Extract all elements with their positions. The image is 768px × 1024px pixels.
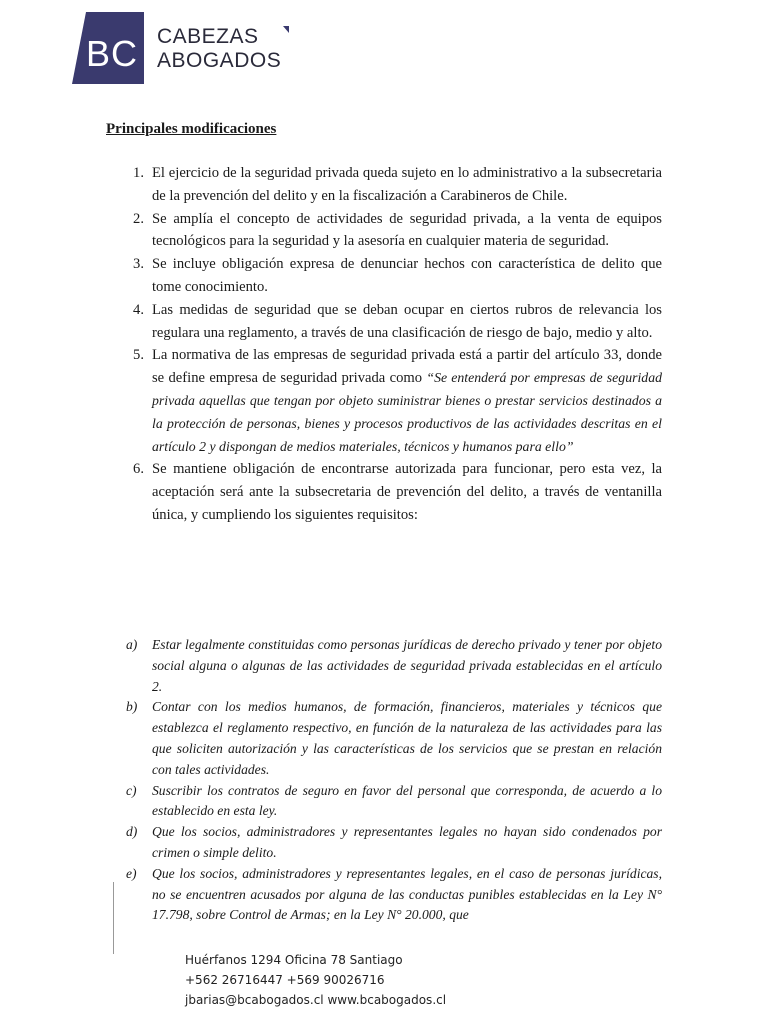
item-text: El ejercicio de la seguridad privada queda sujeto en lo administrativo a la subsecretaria de la prevención del delito y en la fiscalización a Carabineros de Chile. bbox=[152, 165, 662, 204]
requirement-letter: e) bbox=[126, 865, 137, 881]
requirement-letter: c) bbox=[126, 782, 137, 798]
requirement-text: Que los socios, administradores y representantes legales no hayan sido condenados por crimen o simple delito. bbox=[152, 824, 662, 860]
item-number: 6. bbox=[133, 461, 144, 478]
list-item bbox=[106, 344, 662, 458]
item-number: 1. bbox=[133, 165, 144, 181]
item-text: Las medidas de seguridad que se deban ocupar en ciertos rubros de relevancia los regulara una reglamento, a través de una clasificación de riesgo de bajo, medio y alto. bbox=[152, 301, 662, 341]
list-item bbox=[106, 208, 662, 254]
requirement-letter: a) bbox=[126, 637, 138, 652]
item-number: 4. bbox=[133, 301, 144, 318]
modifications-list bbox=[106, 162, 662, 527]
company-logo bbox=[72, 12, 302, 86]
footer-phones: +562 26716447 +569 90026716 bbox=[185, 973, 385, 987]
item-text-wrapper bbox=[152, 344, 662, 458]
section-heading: Principales modificaciones bbox=[106, 121, 277, 137]
item-text: Se amplía el concepto de actividades de seguridad privada, a la venta de equipos tecnológicos para la seguridad y la asesoría en cualquier materia de seguridad. bbox=[152, 210, 662, 250]
page-footer bbox=[185, 950, 446, 1010]
requirement-item bbox=[126, 635, 662, 697]
logo-name: CABEZAS ABOGADOS bbox=[157, 25, 282, 72]
list-item bbox=[106, 458, 662, 526]
list-item bbox=[106, 299, 662, 345]
requirement-letter: b) bbox=[126, 699, 138, 715]
requirement-item bbox=[126, 781, 662, 823]
logo-accent-icon bbox=[282, 26, 289, 33]
item-number: 2. bbox=[133, 210, 144, 227]
requirement-letter: d) bbox=[126, 824, 138, 840]
requirement-item bbox=[126, 864, 662, 926]
list-item bbox=[106, 162, 662, 208]
requirements-list bbox=[126, 635, 662, 926]
requirement-text: Estar legalmente constituidas como personas jurídicas de derecho privado y tener por objeto social alguna o algunas de las actividades de seguridad privada establecidas en el artículo 2. bbox=[152, 637, 662, 694]
requirement-text: Contar con los medios humanos, de formación, financieros, materiales y técnicos que establezca el reglamento respectivo, en función de la naturaleza de las actividades para las que soliciten autorización y las características de los servicios que se prestan en relación con tales actividades. bbox=[152, 699, 662, 777]
item-number: 3. bbox=[133, 256, 144, 273]
footer-contact: jbarias@bcabogados.cl www.bcabogados.cl bbox=[185, 993, 447, 1007]
requirement-item bbox=[126, 822, 662, 864]
item-text: La normativa de las empresas de seguridad privada está a partir del artículo 33, donde se define empresa de seguridad privada como bbox=[152, 347, 662, 387]
logo-initials: BC bbox=[86, 33, 139, 74]
requirement-text: Que los socios, administradores y representantes legales, en el caso de personas jurídicas, no se encuentren acusados por alguna de las conductas punibles establecidas en la Ley N° 17.798, sobre Control de Armas; en la Ley N° 20.000, que bbox=[152, 865, 662, 923]
requirement-text: Suscribir los contratos de seguro en favor del personal que corresponda, de acuerdo a lo establecido en esta ley. bbox=[152, 782, 662, 819]
definition-quote: “Se entenderá por empresas de seguridad privada aquellas que tengan por objeto suministrar bienes o prestar servicios destinados a la protección de personas, bienes y procesos productivos de las actividades descritas en el artículo 2 y dispongan de medios materiales, técnicos y humanos para ello” bbox=[152, 370, 662, 454]
item-text: Se mantiene obligación de encontrarse autorizada para funcionar, pero esta vez, la aceptación será ante la subsecretaria de prevención del delito, a través de ventanilla única, y cumpliendo los siguientes requisitos: bbox=[152, 461, 662, 523]
item-number: 5. bbox=[133, 347, 144, 364]
list-item bbox=[106, 253, 662, 299]
item-text: Se incluye obligación expresa de denunciar hechos con característica de delito que tome conocimiento. bbox=[152, 256, 662, 295]
requirement-item bbox=[126, 697, 662, 780]
margin-divider bbox=[113, 882, 114, 954]
footer-address: Huérfanos 1294 Oficina 78 Santiago bbox=[185, 953, 403, 967]
